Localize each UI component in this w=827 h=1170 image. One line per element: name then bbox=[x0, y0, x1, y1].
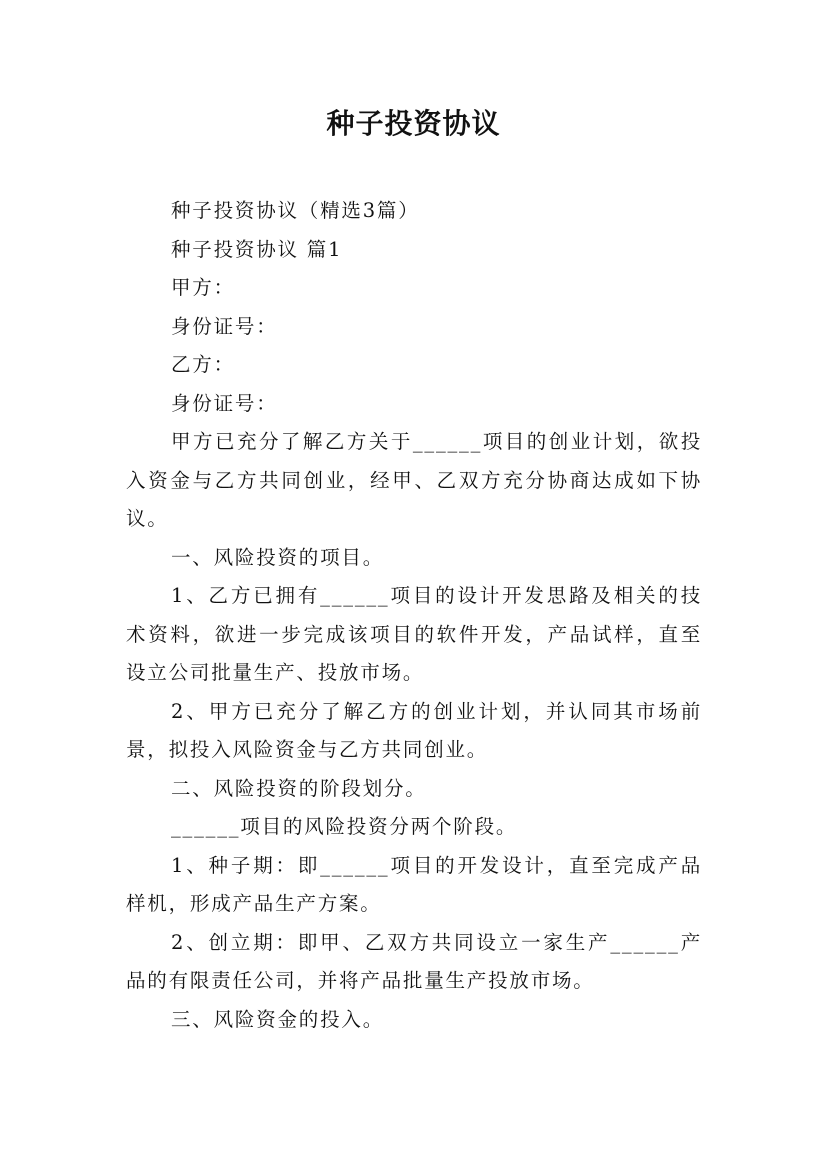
clause-heading-line: 二、风险投资的阶段划分。 bbox=[171, 776, 427, 800]
section-heading-line: 种子投资协议 篇1 bbox=[171, 237, 343, 261]
paragraph-line: 术资料，欲进一步完成该项目的软件开发，产品试样，直至 bbox=[126, 622, 702, 646]
paragraph-line: 1、种子期：即______项目的开发设计，直至完成产品 bbox=[171, 853, 702, 877]
party-a-line: 甲方： bbox=[171, 276, 235, 299]
paragraph-line: 2、甲方已充分了解乙方的创业计划，并认同其市场前 bbox=[171, 699, 702, 723]
paragraph-line: 品的有限责任公司，并将产品批量生产投放市场。 bbox=[126, 969, 595, 992]
party-b-id-line: 身份证号： bbox=[171, 391, 278, 415]
paragraph-line: 议。 bbox=[126, 507, 169, 530]
party-b-line: 乙方： bbox=[171, 353, 235, 376]
paragraph-line: 甲方已充分了解乙方关于______项目的创业计划，欲投 bbox=[171, 430, 702, 453]
paragraph-line: 入资金与乙方共同创业，经甲、乙双方充分协商达成如下协 bbox=[126, 468, 702, 492]
subtitle-line: 种子投资协议（精选3篇） bbox=[171, 199, 420, 222]
paragraph-line: 景，拟投入风险资金与乙方共同创业。 bbox=[126, 738, 489, 761]
paragraph-line: 样机，形成产品生产方案。 bbox=[126, 892, 382, 915]
party-a-id-line: 身份证号： bbox=[171, 314, 278, 338]
paragraph-line: 设立公司批量生产、投放市场。 bbox=[126, 661, 425, 684]
document-body bbox=[126, 192, 702, 1039]
paragraph-line: 2、创立期：即甲、乙双方共同设立一家生产______产 bbox=[171, 930, 702, 954]
clause-heading-line: 一、风险投资的项目。 bbox=[171, 545, 385, 569]
document-title: 种子投资协议 bbox=[326, 107, 501, 140]
paragraph-line: 1、乙方已拥有______项目的设计开发思路及相关的技 bbox=[171, 584, 702, 607]
paragraph-line: ______项目的风险投资分两个阶段。 bbox=[171, 815, 518, 838]
clause-heading-line: 三、风险资金的投入。 bbox=[171, 1007, 385, 1031]
